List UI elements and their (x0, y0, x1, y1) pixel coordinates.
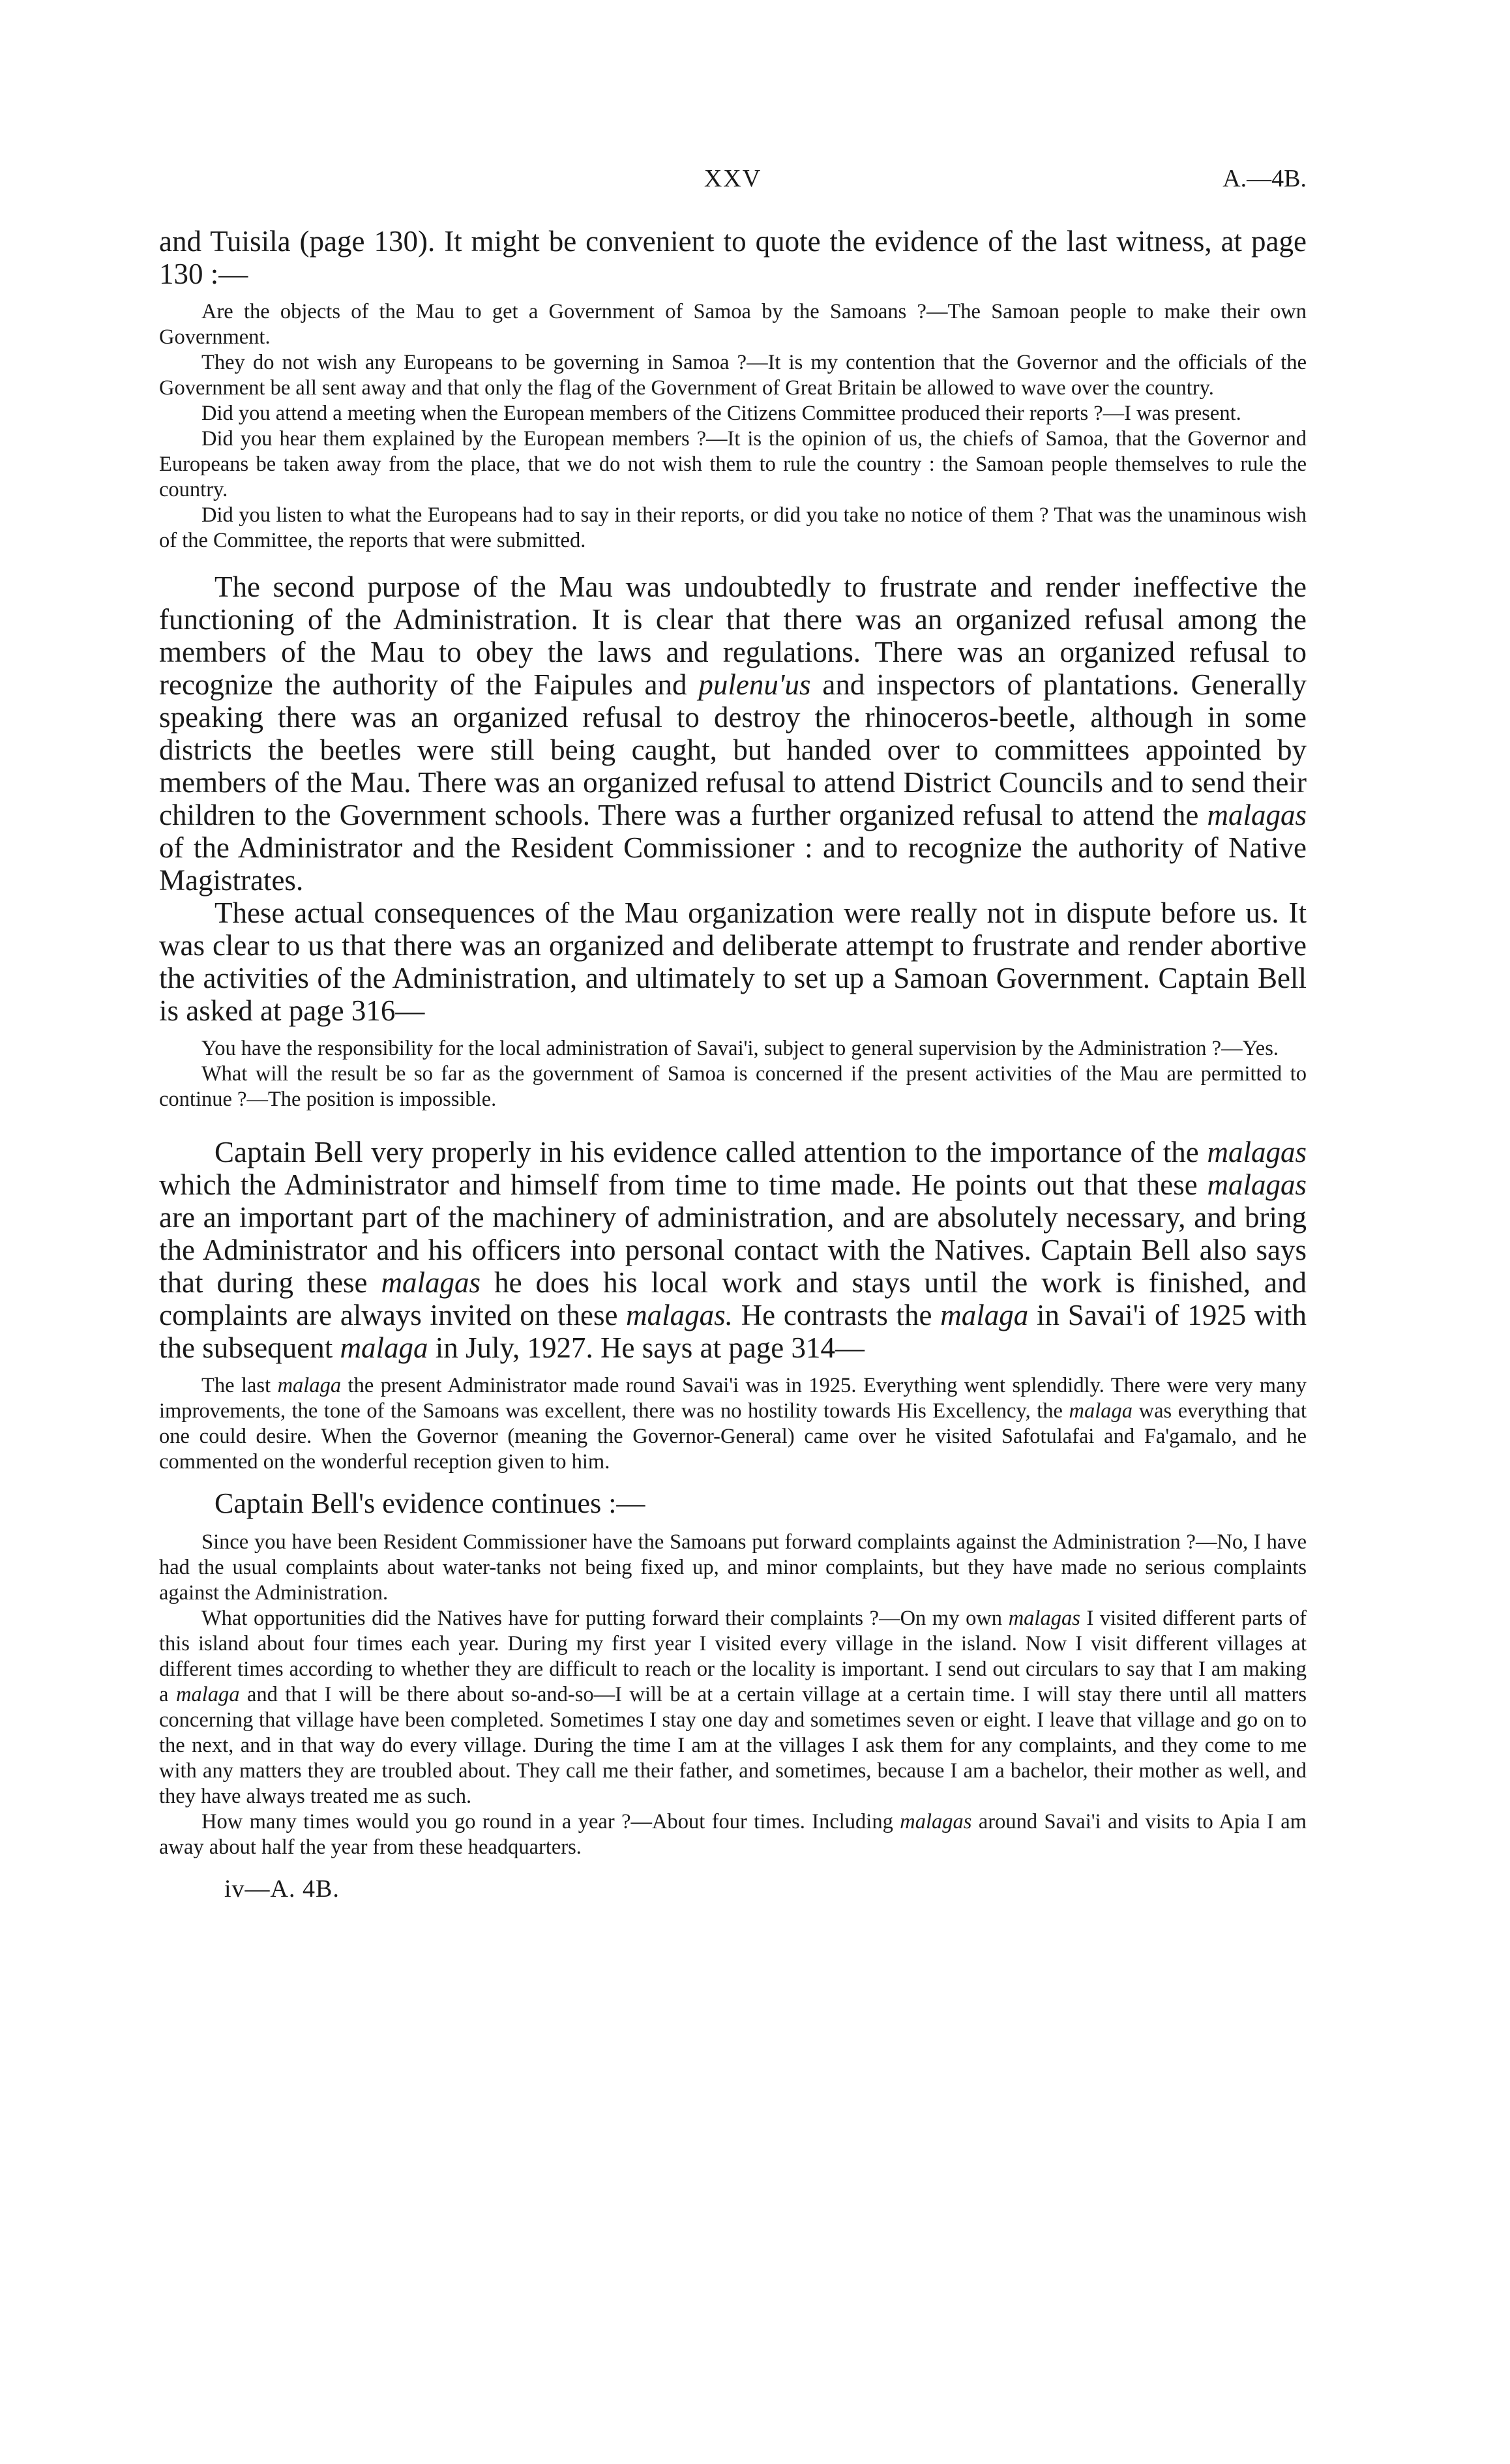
evidence-quote-1 (159, 299, 1307, 554)
evidence-quote-4 (159, 1530, 1307, 1860)
paragraph-captain-bell: Captain Bell very properly in his evidence called attention to the importance of the malagas which the Administrator and himself from time to time made. He points out that these malagas are an important part of the machinery of administration, and are absolutely necessary, and bring the Administrator and his officers into personal contact with the Natives. Captain Bell also says that during these malagas he does his local work and stays until the work is finished, and complaints are always invited on these malagas. He contrasts the malaga in Savai'i of 1925 with the subsequent malaga in July, 1927. He says at page 314— (159, 1136, 1307, 1364)
quote-line: You have the responsibility for the local administration of Savai'i, subject to general supervision by the Administration ?—Yes. (201, 1037, 1279, 1060)
evidence-quote-3 (159, 1373, 1307, 1475)
quote-line: The last malaga the present Administrator made round Savai'i was in 1925. Everything went splendidly. There were very many improvements, the tone of the Samoans was excellent, there was no hostility towards His Excellency, the malaga was everything that one could desire. When the Governor (meaning the Governor-General) came over he visited Safotulafai and Fa'gamalo, and he commented on the wonderful reception given to him. (159, 1374, 1307, 1474)
page-number: XXV (703, 165, 762, 192)
quote-line: How many times would you go round in a year ?—About four times. Including malagas around Savai'i and visits to Apia I am away about half the year from these headquarters. (159, 1810, 1307, 1859)
quote-line: What opportunities did the Natives have for putting forward their complaints ?—On my own malagas I visited different parts of this island about four times each year. During my first year I visited every village in the island. Now I visit different villages at different times according to whether they are difficult to reach or the locality is important. I send out circulars to say that I am making a malaga and that I will be there about so-and-so—I will be at a certain village at a certain time. I will stay there until all matters concerning that village have been completed. Sometimes I stay one day and sometimes seven or eight. I leave that village and go on to the next, and in that way do every village. During the time I am at the villages I ask them for any complaints, and they come to me with any matters they are troubled about. They call me their father, and sometimes, because I am a bachelor, their mother as well, and they have always treated me as such. (159, 1607, 1307, 1808)
quote-line: What will the result be so far as the government of Samoa is concerned if the present activities of the Mau are permitted to continue ?—The position is impossible. (159, 1062, 1307, 1111)
quote-line: Did you attend a meeting when the European members of the Citizens Committee produced their reports ?—I was present. (201, 402, 1241, 425)
paragraph-second-purpose: The second purpose of the Mau was undoubtedly to frustrate and render ineffective the functioning of the Administration. It is clear that there was an organized refusal among the members of the Mau to obey the laws and regulations. There was an organized refusal to recognize the authority of the Faipules and pulenu'us and inspectors of plantations. Generally speaking there was an organized refusal to destroy the rhinoceros-beetle, although in some districts the beetles were still being caught, but handed over to committees appointed by members of the Mau. There was an organized refusal to attend District Councils and to send their children to the Government schools. There was a further organized refusal to attend the malagas of the Administrator and the Resident Commissioner : and to recognize the authority of Native Magistrates. (159, 571, 1307, 897)
quote-line: Are the objects of the Mau to get a Government of Samoa by the Samoans ?—The Samoan people to make their own Government. (159, 300, 1307, 349)
paragraph-consequences: These actual consequences of the Mau organization were really not in dispute before us. It was clear to us that there was an organized and deliberate attempt to frustrate and render abortive the activities of the Administration, and ultimately to set up a Samoan Government. Captain Bell is asked at page 316— (159, 897, 1307, 1027)
footer-signature: iv—A. 4B. (224, 1875, 340, 1903)
document-code: A.—4B. (1222, 165, 1307, 192)
section-heading: Captain Bell's evidence continues :— (215, 1487, 645, 1519)
quote-line: Since you have been Resident Commissioner have the Samoans put forward complaints against the Administration ?—No, I have had the usual complaints about water-tanks not being fixed up, and minor complaints, but they have made no serious complaints against the Administration. (159, 1530, 1307, 1605)
quote-line: Did you hear them explained by the European members ?—It is the opinion of us, the chiefs of Samoa, that the Governor and Europeans be taken away from the place, that we do not wish them to rule the country : the Samoan people themselves to rule the country. (159, 427, 1307, 501)
intro-paragraph: and Tuisila (page 130). It might be convenient to quote the evidence of the last witness, at page 130 :— (159, 225, 1307, 290)
quote-line: They do not wish any Europeans to be governing in Samoa ?—It is my contention that the Governor and the officials of the Government be all sent away and that only the flag of the Government of Great Britain be allowed to wave over the country. (159, 351, 1307, 400)
page-header (159, 164, 1307, 197)
evidence-quote-2 (159, 1036, 1307, 1112)
quote-line: Did you listen to what the Europeans had to say in their reports, or did you take no notice of them ? That was the unaminous wish of the Committee, the reports that were submitted. (159, 503, 1307, 552)
page-body (159, 225, 1307, 1903)
